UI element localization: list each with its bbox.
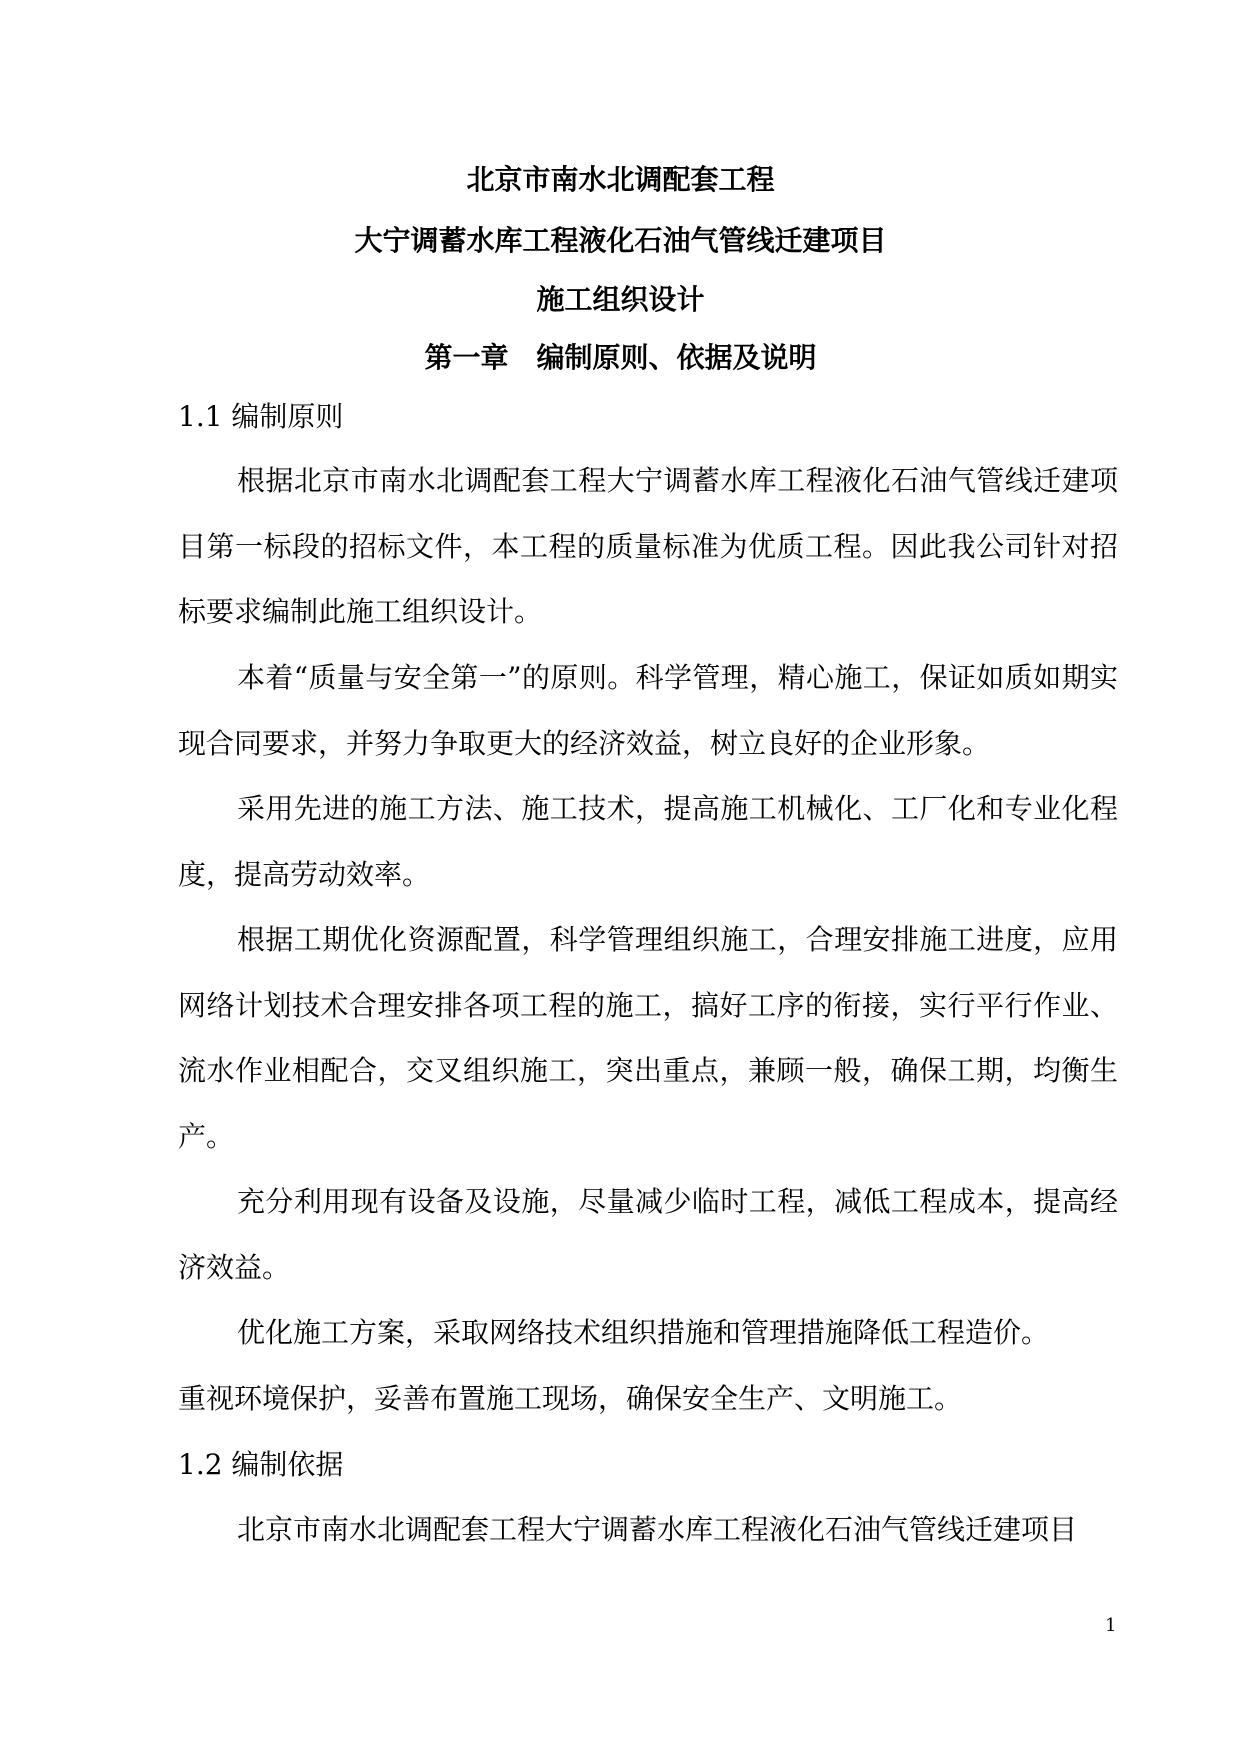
section-heading-1-2: 1.2 编制依据 bbox=[178, 1448, 344, 1481]
chapter-title: 第一章 编制原则、依据及说明 bbox=[424, 341, 817, 374]
paragraph: 重视环境保护，妥善布置施工现场，确保安全生产、文明施工。 bbox=[178, 1382, 963, 1415]
paragraph: 根据北京市南水北调配套工程大宁调蓄水库工程液化石油气管线迁建项目第一标段的招标文件，本工程的质量标准为优质工程。因此我公司针对招标要求编制此施工组织设计。 bbox=[178, 464, 1118, 628]
section-heading-1-1: 1.1 编制原则 bbox=[178, 400, 344, 433]
paragraph: 根据工期优化资源配置，科学管理组织施工，合理安排施工进度，应用网络计划技术合理安排各项工程的施工，搞好工序的衔接，实行平行作业、流水作业相配合，交叉组织施工，突出重点，兼顾一般，确保工期，均衡生产。 bbox=[178, 923, 1118, 1153]
paragraph: 采用先进的施工方法、施工技术，提高施工机械化、工厂化和专业化程度，提高劳动效率。 bbox=[178, 792, 1118, 891]
paragraph: 充分利用现有设备及设施，尽量减少临时工程，减低工程成本，提高经济效益。 bbox=[178, 1185, 1118, 1284]
page-number: 1 bbox=[1105, 1615, 1117, 1636]
project-title: 大宁调蓄水库工程液化石油气管线迁建项目 bbox=[354, 224, 887, 257]
paragraph: 优化施工方案，采取网络技术组织措施和管理措施降低工程造价。 bbox=[237, 1316, 1050, 1349]
paragraph: 北京市南水北调配套工程大宁调蓄水库工程液化石油气管线迁建项目 bbox=[237, 1513, 1078, 1546]
document-subtitle: 施工组织设计 bbox=[536, 283, 705, 316]
document-title: 北京市南水北调配套工程 bbox=[466, 163, 775, 196]
paragraph: 本着“质量与安全第一”的原则。科学管理，精心施工，保证如质如期实现合同要求，并努力争取更大的经济效益，树立良好的企业形象。 bbox=[178, 661, 1118, 760]
